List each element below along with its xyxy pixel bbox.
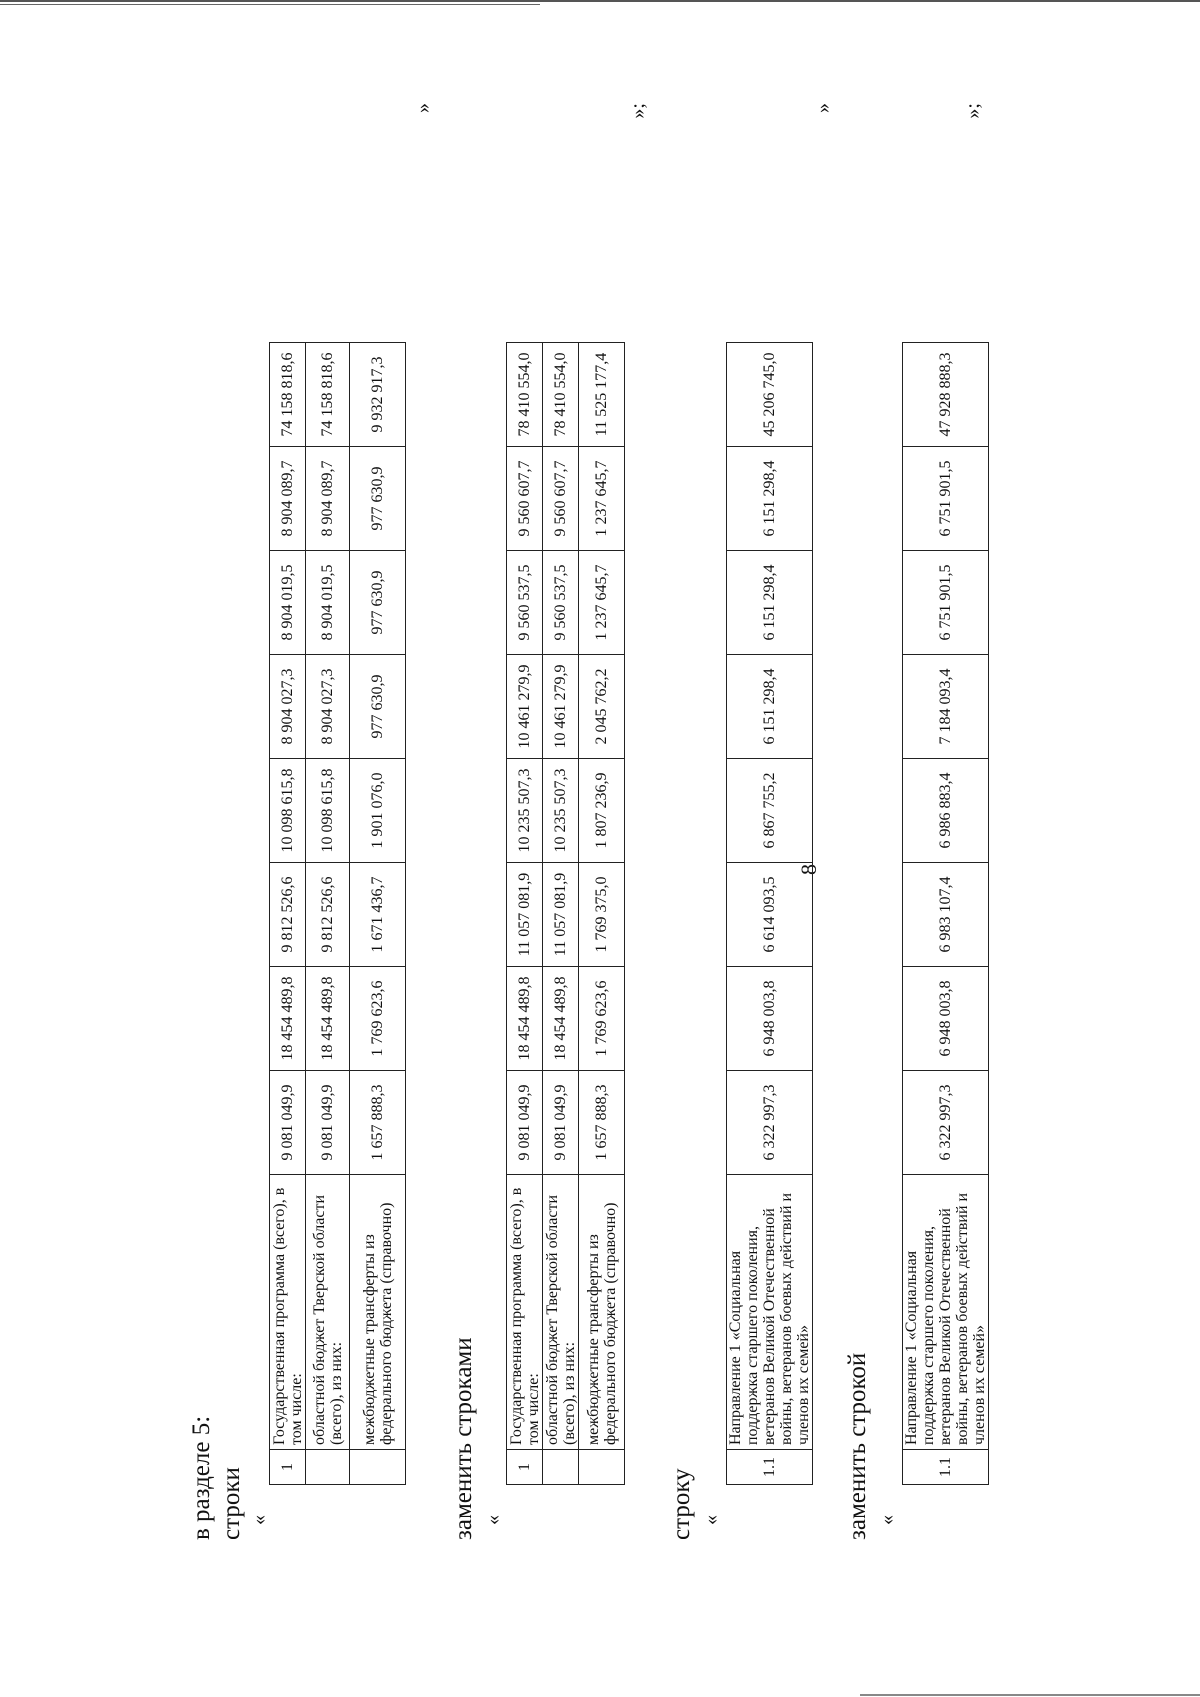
row-number xyxy=(350,1450,406,1485)
value-cell: 6 751 901,5 xyxy=(903,551,989,655)
rotated-document-page xyxy=(180,95,1080,1575)
value-cell: 977 630,9 xyxy=(350,447,406,551)
section-heading: в разделе 5: xyxy=(188,1415,215,1540)
scan-bottom-border xyxy=(860,1694,1200,1696)
value-cell: 977 630,9 xyxy=(350,655,406,759)
value-cell: 74 158 818,6 xyxy=(306,343,350,447)
value-cell: 9 560 537,5 xyxy=(543,551,579,655)
row-number xyxy=(543,1450,579,1485)
block-label: заменить строками xyxy=(450,1337,477,1540)
value-cell: 45 206 745,0 xyxy=(727,343,813,447)
value-cell: 6 986 883,4 xyxy=(903,759,989,863)
value-cell: 1 769 623,6 xyxy=(350,967,406,1071)
table-row xyxy=(727,343,813,1485)
value-cell: 10 235 507,3 xyxy=(507,759,543,863)
value-cell: 11 057 081,9 xyxy=(543,863,579,967)
scan-top-border xyxy=(0,0,1200,2)
value-cell: 9 812 526,6 xyxy=(270,863,306,967)
page-number: 8 xyxy=(796,864,821,875)
value-cell: 1 901 076,0 xyxy=(350,759,406,863)
value-cell: 7 184 093,4 xyxy=(903,655,989,759)
value-cell: 9 812 526,6 xyxy=(306,863,350,967)
row-number: 1 xyxy=(270,1450,306,1485)
value-cell: 6 867 755,2 xyxy=(727,759,813,863)
value-cell: 6 151 298,4 xyxy=(727,551,813,655)
value-cell: 1 657 888,3 xyxy=(579,1071,625,1175)
value-cell: 6 751 901,5 xyxy=(903,447,989,551)
value-cell: 8 904 019,5 xyxy=(306,551,350,655)
value-cell: 10 461 279,9 xyxy=(507,655,543,759)
opening-quote: « xyxy=(248,1515,270,1525)
value-cell: 6 948 003,8 xyxy=(727,967,813,1071)
table-row xyxy=(507,343,543,1485)
row-number xyxy=(306,1450,350,1485)
value-cell: 1 807 236,9 xyxy=(579,759,625,863)
value-cell: 8 904 089,7 xyxy=(306,447,350,551)
table-row xyxy=(543,343,579,1485)
closing-quote-semicolon: »; xyxy=(962,103,984,119)
value-cell: 18 454 489,8 xyxy=(306,967,350,1071)
value-cell: 10 098 615,8 xyxy=(306,759,350,863)
block-label: строки xyxy=(218,1467,245,1540)
row-name: Государственная программа (всего), в том числе: xyxy=(270,1175,306,1450)
value-cell: 6 983 107,4 xyxy=(903,863,989,967)
value-cell: 6 151 298,4 xyxy=(727,447,813,551)
value-cell: 11 525 177,4 xyxy=(579,343,625,447)
value-cell: 977 630,9 xyxy=(350,551,406,655)
block-label: заменить строкой xyxy=(844,1352,871,1540)
table-row xyxy=(270,343,306,1485)
budget-table xyxy=(726,342,813,1485)
value-cell: 18 454 489,8 xyxy=(270,967,306,1071)
row-name: Направление 1 «Социальная поддержка старшего поколения, ветеранов Великой Отечественной войны, ветеранов боевых действий и членов их семей» xyxy=(727,1175,813,1450)
scan-top-border-secondary xyxy=(0,4,540,5)
value-cell: 8 904 019,5 xyxy=(270,551,306,655)
value-cell: 9 560 537,5 xyxy=(507,551,543,655)
row-name: областной бюджет Тверской области (всего), из них: xyxy=(543,1175,579,1450)
closing-quote: » xyxy=(812,103,834,113)
value-cell: 9 081 049,9 xyxy=(306,1071,350,1175)
budget-table xyxy=(902,342,989,1485)
closing-quote-semicolon: »; xyxy=(627,103,649,119)
value-cell: 9 560 607,7 xyxy=(507,447,543,551)
value-cell: 74 158 818,6 xyxy=(270,343,306,447)
value-cell: 8 904 089,7 xyxy=(270,447,306,551)
value-cell: 9 081 049,9 xyxy=(543,1071,579,1175)
block-label: строку xyxy=(668,1468,695,1540)
value-cell: 9 081 049,9 xyxy=(507,1071,543,1175)
row-number: 1.1 xyxy=(727,1450,813,1485)
budget-table xyxy=(269,342,406,1485)
value-cell: 1 657 888,3 xyxy=(350,1071,406,1175)
value-cell: 10 235 507,3 xyxy=(543,759,579,863)
value-cell: 1 671 436,7 xyxy=(350,863,406,967)
opening-quote: « xyxy=(876,1515,898,1525)
table-row xyxy=(350,343,406,1485)
value-cell: 10 098 615,8 xyxy=(270,759,306,863)
value-cell: 8 904 027,3 xyxy=(270,655,306,759)
value-cell: 8 904 027,3 xyxy=(306,655,350,759)
value-cell: 11 057 081,9 xyxy=(507,863,543,967)
value-cell: 6 322 997,3 xyxy=(903,1071,989,1175)
value-cell: 6 322 997,3 xyxy=(727,1071,813,1175)
row-number: 1 xyxy=(507,1450,543,1485)
value-cell: 47 928 888,3 xyxy=(903,343,989,447)
value-cell: 1 237 645,7 xyxy=(579,447,625,551)
value-cell: 2 045 762,2 xyxy=(579,655,625,759)
value-cell: 10 461 279,9 xyxy=(543,655,579,759)
closing-quote: » xyxy=(412,103,434,113)
value-cell: 1 769 375,0 xyxy=(579,863,625,967)
value-cell: 18 454 489,8 xyxy=(507,967,543,1071)
row-name: Направление 1 «Социальная поддержка старшего поколения, ветеранов Великой Отечественной войны, ветеранов боевых действий и членов их семей» xyxy=(903,1175,989,1450)
row-name: межбюджетные трансферты из федерального бюджета (справочно) xyxy=(579,1175,625,1450)
value-cell: 9 932 917,3 xyxy=(350,343,406,447)
value-cell: 9 560 607,7 xyxy=(543,447,579,551)
value-cell: 9 081 049,9 xyxy=(270,1071,306,1175)
table-row xyxy=(579,343,625,1485)
opening-quote: « xyxy=(482,1515,504,1525)
value-cell: 6 151 298,4 xyxy=(727,655,813,759)
value-cell: 6 614 093,5 xyxy=(727,863,813,967)
row-name: Государственная программа (всего), в том числе: xyxy=(507,1175,543,1450)
row-name: областной бюджет Тверской области (всего), из них: xyxy=(306,1175,350,1450)
value-cell: 1 237 645,7 xyxy=(579,551,625,655)
row-number: 1.1 xyxy=(903,1450,989,1485)
budget-table xyxy=(506,342,625,1485)
opening-quote: « xyxy=(700,1515,722,1525)
value-cell: 78 410 554,0 xyxy=(507,343,543,447)
row-number xyxy=(579,1450,625,1485)
table-row xyxy=(903,343,989,1485)
value-cell: 18 454 489,8 xyxy=(543,967,579,1071)
value-cell: 1 769 623,6 xyxy=(579,967,625,1071)
table-row xyxy=(306,343,350,1485)
row-name: межбюджетные трансферты из федерального бюджета (справочно) xyxy=(350,1175,406,1450)
value-cell: 6 948 003,8 xyxy=(903,967,989,1071)
value-cell: 78 410 554,0 xyxy=(543,343,579,447)
